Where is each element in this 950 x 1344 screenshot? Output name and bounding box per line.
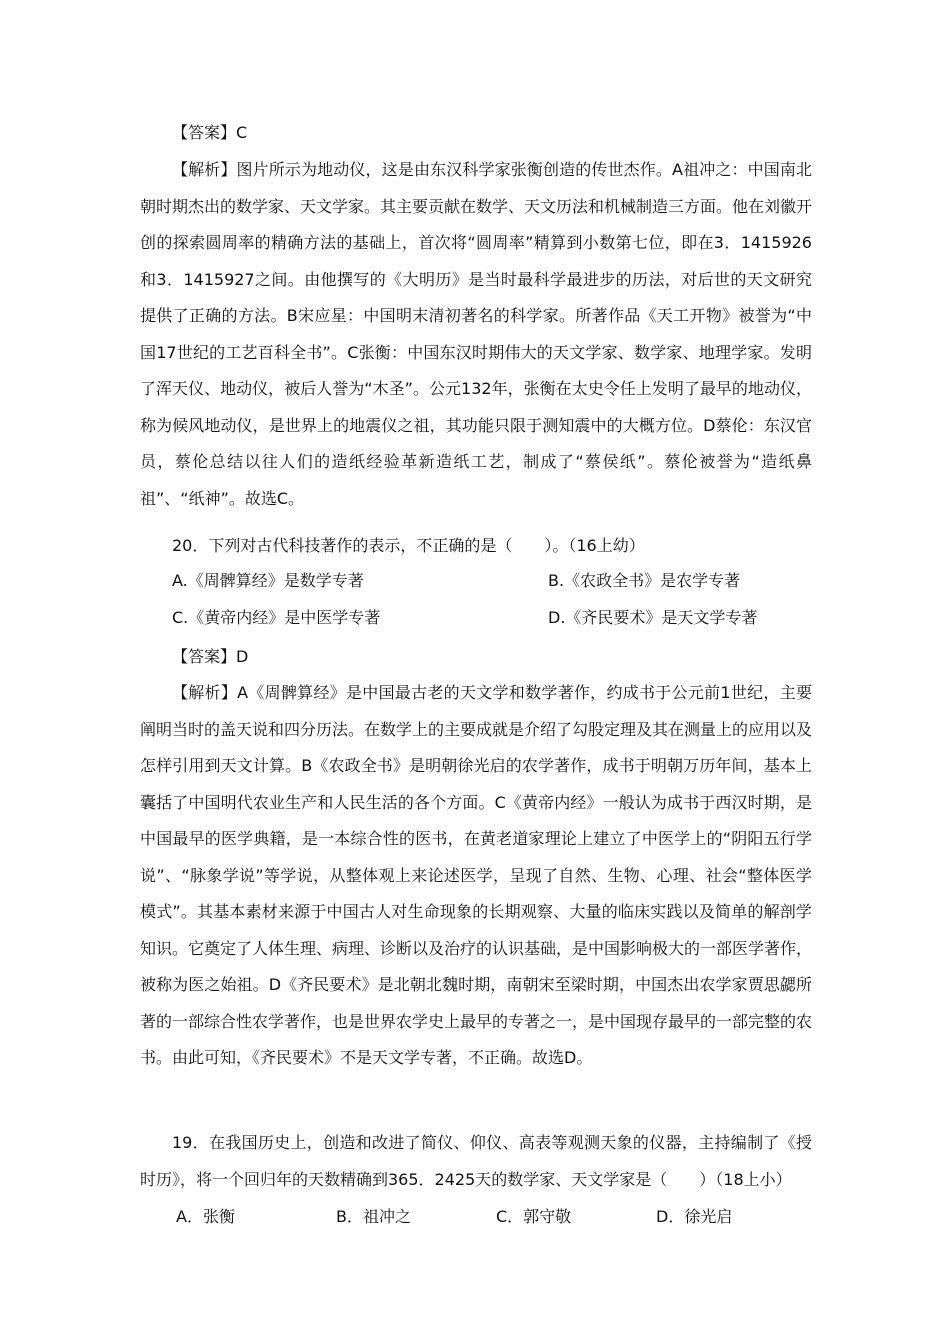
explanation-block1: 【解析】图片所示为地动仪，这是由东汉科学家张衡创造的传世杰作。A祖冲之：中国南北朝时期杰出的数学家、天文学家。其主要贡献在数学、天文历法和机械制造三方面。他在刘徽开创的探索圆周率的精确方法的基础上，首次将“圆周率”精算到小数第七位，即在3．1415926和3．1415927之间。由他撰写的《大明历》是当时最科学最进步的历法，对后世的天文研究提供了正确的方法。B宋应星：中国明末清初著名的科学家。所著作品《天工开物》被誉为“中国17世纪的工艺百科全书”。C张衡：中国东汉时期伟大的天文学家、数学家、地理学家。发明了浑天仪、地动仪，被后人誉为“木圣”。公元132年，张衡在太史令任上发明了最早的地动仪，称为候风地动仪，是世界上的地震仪之祖，其功能只限于测知震中的大概方位。D蔡伦：东汉官员，蔡伦总结以往人们的造纸经验革新造纸工艺，制成了“蔡侯纸”。蔡伦被誉为“造纸鼻祖”、“纸神”。故选C。: [140, 160, 813, 508]
q19-option-d: D．徐光启: [656, 1207, 733, 1226]
q19-option-a: A．张衡: [176, 1207, 235, 1226]
q20-option-d: D.《齐民要术》是天文学专著: [548, 608, 758, 627]
answer-label-q20: 【答案】D: [172, 647, 249, 666]
q20-option-a: A.《周髀算经》是数学专著: [172, 571, 364, 590]
q20-option-c: C.《黄帝内经》是中医学专著: [172, 608, 381, 627]
explanation-q20: 【解析】A《周髀算经》是中国最古老的天文学和数学著作，约成书于公元前1世纪，主要阐明当时的盖天说和四分历法。在数学上的主要成就是介绍了勾股定理及其在测量上的应用以及怎样引用到天文计算。B《农政全书》是明朝徐光启的农学著作，成书于明朝万历年间，基本上囊括了中国明代农业生产和人民生活的各个方面。C《黄帝内经》一般认为成书于西汉时期，是中国最早的医学典籍，是一本综合性的医书，在黄老道家理论上建立了中医学上的“阴阳五行学说”、“脉象学说”等学说，从整体观上来论述医学，呈现了自然、生物、心理、社会“整体医学模式”。其基本素材来源于中国古人对生命现象的长期观察、大量的临床实践以及简单的解剖学知识。它奠定了人体生理、病理、诊断以及治疗的认识基础，是中国影响极大的一部医学著作，被称为医之始祖。D《齐民要术》是北朝北魏时期，南朝宋至梁时期，中国杰出农学家贾思勰所著的一部综合性农学著作，也是世界农学史上最早的专著之一，是中国现存最早的一部完整的农书。由此可知，《齐民要术》不是天文学专著，不正确。故选D。: [140, 683, 813, 1067]
answer-label-block1: 【答案】C: [172, 123, 248, 142]
q20-option-b: B.《农政全书》是农学专著: [548, 571, 741, 590]
question-20: 20．下列对古代科技著作的表示，不正确的是（ ）。（16上幼）: [172, 536, 645, 555]
question-19: 19．在我国历史上，创造和改进了简仪、仰仪、高表等观测天象的仪器，主持编制了《授时历》，将一个回归年的天数精确到365．2425天的数学家、天文学家是（ ）（18上小）: [140, 1133, 812, 1189]
q19-option-b: B．祖冲之: [336, 1207, 411, 1226]
q19-option-c: C．郭守敬: [496, 1207, 572, 1226]
